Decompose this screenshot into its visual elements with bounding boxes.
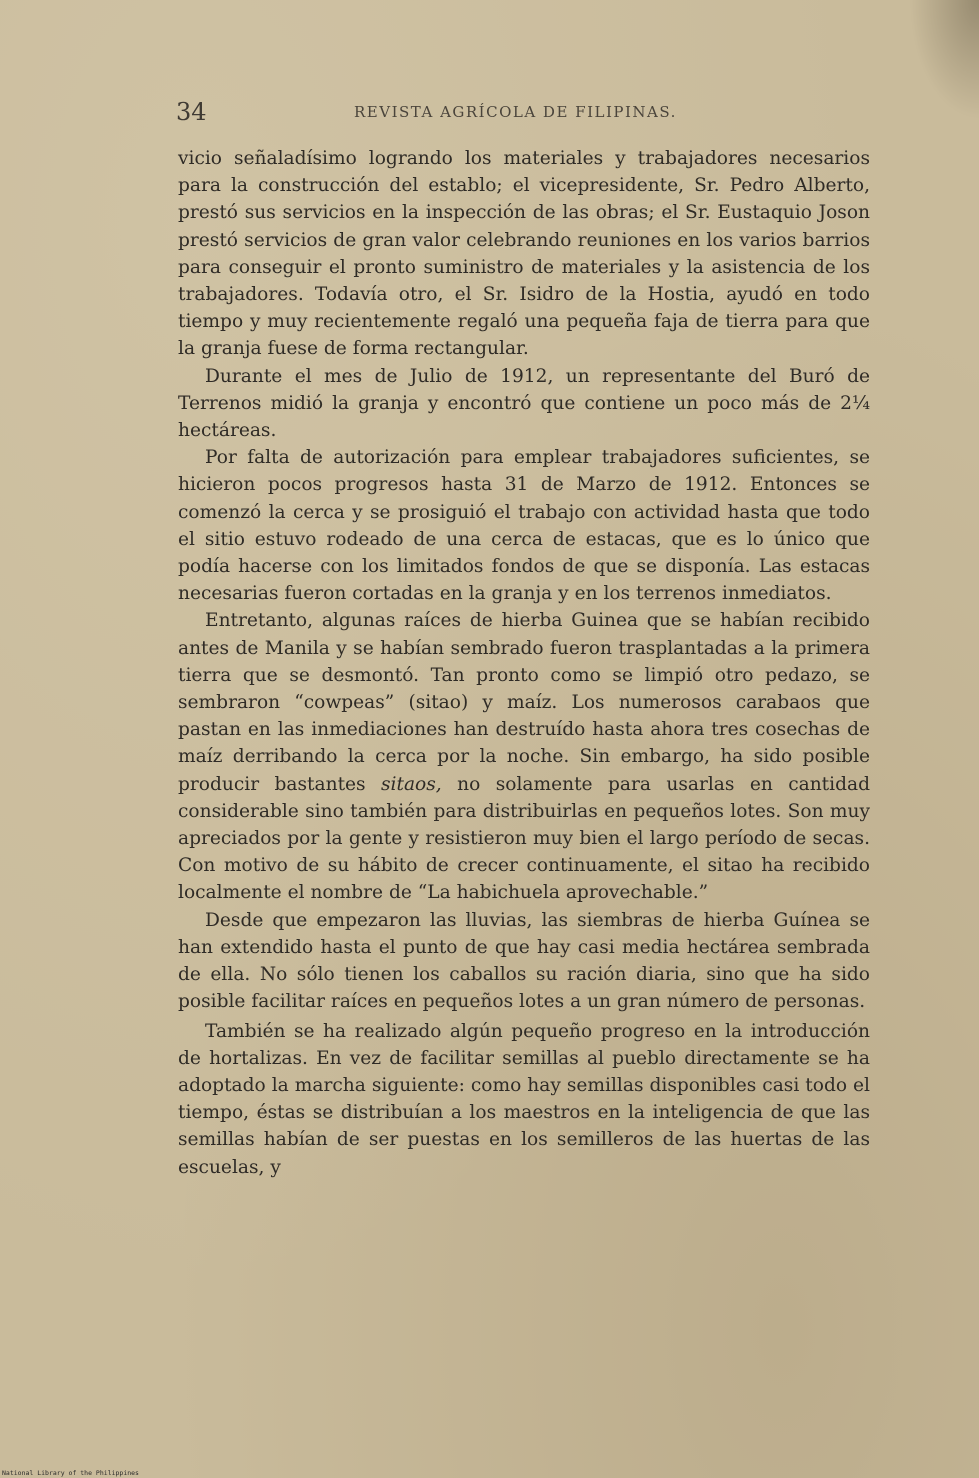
paragraph-3: Por falta de autorización para emplear trabajadores suficientes, se hicieron pocos progresos hasta 31 de Marzo de 1912. Entonces se comenzó la cerca y se prosiguió el trabajo con actividad hasta que todo el sitio estuvo rodeado de una cerca de estacas, que es lo único que podía hacerse con los limitados fondos de que se disponía. Las estacas necesarias fueron cortadas en la granja y en los terrenos inmediatos.: [178, 447, 870, 605]
page-header: [176, 98, 870, 128]
running-head: REVISTA AGRÍCOLA DE FILIPINAS.: [354, 103, 677, 121]
paragraph-4: [178, 607, 870, 906]
paragraph-2: Durante el mes de Julio de 1912, un representante del Buró de Terrenos midió la granja y encontró que contiene un poco más de 2¼ hectáreas.: [178, 365, 870, 442]
paragraph-5: Desde que empezaron las lluvias, las siembras de hierba Guínea se han extendido hasta el punto de que hay casi media hectárea sembrada de ella. No sólo tienen los caballos su ración diaria, sino que ha sido posible facilitar raíces en pequeños lotes a un gran número de personas.: [178, 909, 870, 1013]
footer-credit: National Library of the Philippines: [2, 1469, 139, 1477]
page-edge-shadow: [909, 0, 979, 120]
paragraph-4-part-1: Entretanto, algunas raíces de hierba Guinea que se habían recibido antes de Manila y se habían sembrado fueron trasplantadas a la primera tierra que se desmontó. Tan pronto como se limpió otro pedazo, se sembraron “cowpeas” (sitao) y maíz. Los numerosos carabaos que pastan en las inmediaciones han destruído hasta ahora tres cosechas de maíz derribando la cerca por la noche. Sin embargo, ha sido posible producir bastantes: [178, 610, 870, 795]
paragraph-4-part-2: no solamente para usarlas en cantidad considerable sino también para distribuirlas en pequeños lotes. Son muy apreciados por la gente y resistieron muy bien el largo período de secas. Con motivo de su hábito de crecer continuamente, el sitao ha recibido localmente el nombre de “La habichuela aprovechable.”: [178, 773, 870, 904]
page-number: 34: [176, 98, 207, 126]
paragraph-1: vicio señaladísimo logrando los materiales y trabajadores necesarios para la construcción del establo; el vicepresidente, Sr. Pedro Alberto, prestó sus servicios en la inspección de las obras; el Sr. Eustaquio Joson prestó servicios de gran valor celebrando reuniones en los varios barrios para conseguir el pronto suministro de materiales y la asistencia de los trabajadores. Todavía otro, el Sr. Isidro de la Hostia, ayudó en todo tiempo y muy recientemente regaló una pequeña faja de tierra para que la granja fuese de forma rectangular.: [178, 148, 870, 360]
body-text: [178, 145, 870, 1181]
paragraph-6: También se ha realizado algún pequeño progreso en la introducción de hortalizas. En vez de facilitar semillas al pueblo directamente se ha adoptado la marcha siguiente: como hay semillas disponibles casi todo el tiempo, éstas se distribuían a los maestros en la inteligencia de que las semillas habían de ser puestas en los semilleros de las huertas de las escuelas, y: [178, 1020, 870, 1178]
paragraph-4-italic-term: sitaos,: [381, 773, 442, 795]
